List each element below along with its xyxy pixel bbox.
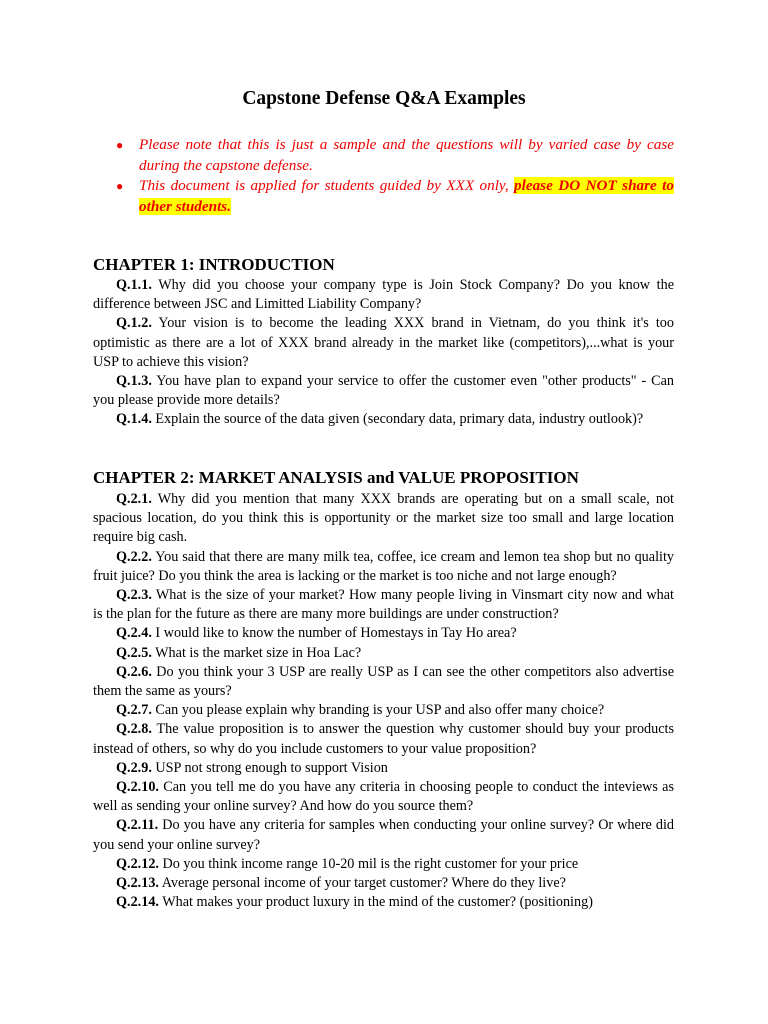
- question-text: Do you have any criteria for samples when conducting your online survey? Or where did you send your online survey?: [93, 817, 674, 853]
- question-item: [93, 314, 674, 372]
- question-item: [93, 624, 674, 643]
- question-item: [93, 410, 674, 429]
- question-text: USP not strong enough to support Vision: [151, 759, 388, 776]
- chapter-2-heading: CHAPTER 2: MARKET ANALYSIS and VALUE PROPOSITION: [93, 468, 579, 487]
- note-item: [116, 176, 674, 217]
- question-number: Q.1.3.: [116, 373, 152, 390]
- question-number: Q.2.14.: [116, 894, 159, 911]
- question-number: Q.2.1.: [116, 491, 152, 507]
- question-text: Average personal income of your target customer? Where do they live?: [158, 875, 566, 892]
- question-number: Q.2.4.: [116, 625, 152, 642]
- question-text: Why did you mention that many XXX brands are operating but on a small scale, not spacious location, do you think this is opportunity or the market size too small and large location require big cash.: [93, 491, 674, 546]
- question-item: [93, 490, 674, 548]
- question-item: [93, 855, 674, 874]
- question-number: Q.2.6.: [116, 663, 152, 680]
- chapter-1-heading: CHAPTER 1: INTRODUCTION: [93, 255, 335, 274]
- question-item: [93, 893, 674, 912]
- note-text: This document is applied for students guided by XXX only,: [139, 177, 515, 194]
- question-text: Why did you choose your company type is Join Stock Company? Do you know the difference between JSC and Limitted Liability Company?: [93, 277, 674, 313]
- document-title: Capstone Defense Q&A Examples: [242, 88, 526, 109]
- bullet-icon: ●: [116, 179, 124, 193]
- question-number: Q.2.13.: [116, 875, 159, 892]
- question-number: Q.2.9.: [116, 759, 152, 776]
- question-number: Q.2.12.: [116, 855, 159, 872]
- question-item: [93, 276, 674, 314]
- note-highlight: please DO NOT share to other students.: [139, 177, 674, 215]
- question-item: [93, 759, 674, 778]
- question-item: [93, 778, 674, 816]
- question-text: Can you please explain why branding is your USP and also offer many choice?: [151, 702, 605, 719]
- question-text: You said that there are many milk tea, coffee, ice cream and lemon tea shop but no quality fruit juice? Do you think the area is lacking or the market is too niche and not large enough?: [93, 548, 674, 584]
- question-text: You have plan to expand your service to offer the customer even "other products" - Can you please provide more details?: [93, 373, 674, 409]
- question-item: [93, 586, 674, 624]
- question-text: Your vision is to become the leading XXX brand in Vietnam, do you think it's too optimistic as there are a lot of XXX brand already in the market like (competitors),...what is your USP to achieve this vision?: [93, 315, 674, 370]
- question-item: [93, 816, 674, 854]
- question-item: [93, 644, 674, 663]
- notes-list: [116, 135, 674, 217]
- question-text: Can you tell me do you have any criteria in choosing people to conduct the inteviews as well as sending your online survey? And how do you source them?: [93, 779, 674, 815]
- question-text: Do you think income range 10-20 mil is the right customer for your price: [158, 855, 579, 872]
- question-item: [93, 548, 674, 586]
- question-number: Q.2.7.: [116, 702, 152, 719]
- question-number: Q.2.2.: [116, 548, 152, 565]
- question-text: The value proposition is to answer the question why customer should buy your products instead of others, so why do you include customers to your value proposition?: [93, 721, 674, 757]
- note-item: [116, 135, 674, 176]
- question-text: What is the market size in Hoa Lac?: [151, 644, 362, 661]
- note-text: Please note that this is just a sample and the questions will by varied case by case during the capstone defense.: [139, 136, 674, 174]
- question-item: [93, 372, 674, 410]
- question-number: Q.2.3.: [116, 587, 152, 604]
- question-number: Q.1.2.: [116, 315, 152, 332]
- question-item: [93, 720, 674, 758]
- question-item: [93, 663, 674, 701]
- question-text: Explain the source of the data given (secondary data, primary data, industry outlook)?: [151, 411, 644, 428]
- chapter-1-questions: [93, 276, 674, 430]
- bullet-icon: ●: [116, 138, 124, 152]
- question-number: Q.1.1.: [116, 277, 152, 293]
- question-text: What is the size of your market? How many people living in Vinsmart city now and what is the plan for the future as there are many more buildings are under construction?: [93, 587, 674, 623]
- question-item: [93, 701, 674, 720]
- question-text: I would like to know the number of Homestays in Tay Ho area?: [151, 625, 517, 642]
- question-number: Q.2.11.: [116, 817, 159, 834]
- chapter-2-questions: [93, 490, 674, 912]
- question-number: Q.2.5.: [116, 644, 152, 661]
- question-number: Q.2.10.: [116, 779, 159, 796]
- question-text: What makes your product luxury in the mind of the customer? (positioning): [158, 894, 593, 911]
- question-text: Do you think your 3 USP are really USP as I can see the other competitors also advertise them the same as yours?: [93, 663, 674, 700]
- question-number: Q.2.8.: [116, 721, 152, 738]
- question-item: [93, 874, 674, 893]
- question-number: Q.1.4.: [116, 411, 152, 428]
